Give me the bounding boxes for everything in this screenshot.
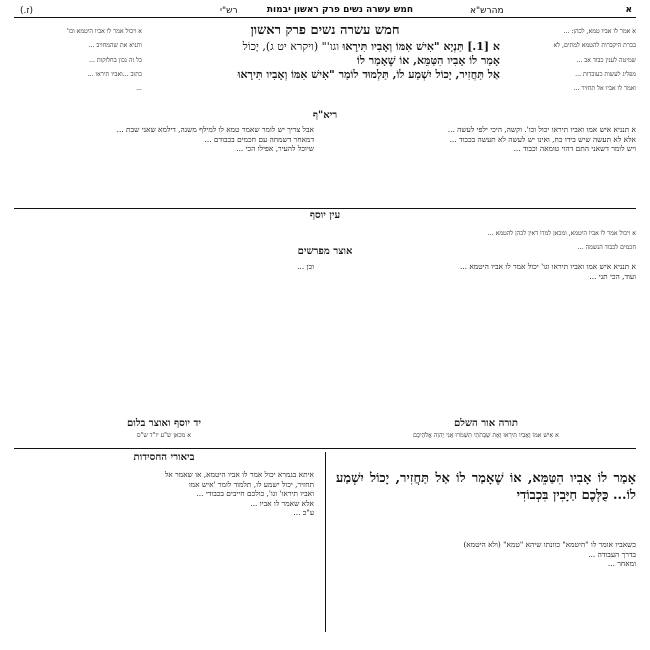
ein-yosef-text: א ויכול אמר לו אביו היטמא, ומכאן למדו דאין לכהן להטמא ... חכמים לכבוד הנשמה ... — [487, 230, 636, 252]
biurei-right: כשאביו אומר לו "היטמא" כוונתו שיהא "טמא" (ולא היטמא) בדרך העבודה ... ומאחר ... — [463, 540, 636, 569]
rif-block: אבל צריך יש לומר שאמר טמא לו למילף משנה, דילמא שאני שבת ... דמאחר דשמחה עם חכמים בכבודם ... שיוכל להעיר, אפילו הכי ... — [116, 125, 314, 154]
biurei-big-text: אָמַר לוֹ אָבִיו הִטַּמֵּא, אוֹ שֶׁאָמַר לוֹ אַל תַּחֲזִיר, יָכוֹל יִשְׁמַע לוֹ... כֻּלְּכֶם חַיָּבִין בִּכְבוֹדִי — [336, 471, 636, 503]
top-left-commentary: א ויכול אמר לו אביו היטמא וכו' ותניא את שהמחויב ... כל זה נכון בחלוקות ... כתוב ...ואביו תיראו ... ... — [66, 28, 142, 92]
otzar-right: א תנניא איש אמו ואביו תיראו וגו' יכול אמר לו אביו היטמא ... ועוד, הכי תני ... — [459, 262, 636, 281]
torah-text: א אִישׁ אִמּוֹ וְאָבִיו תִּירָאוּ וְאֶת שַׁבְּתֹתַי תִּשְׁמֹרוּ אֲנִי יְהוָה אֱלֹהֵיכֶם — [413, 432, 559, 439]
biurei-left: איתא בגמרא יכול אמר לו אביו היטמא, או שאמר אל תחזיר, יכול ישמע לו, תלמוד לומר 'איש אמו ואביו תיראו' וגו', כולכם חייבים בכבודי ... אלא שאמר לו אביו ... ע"כ ... — [164, 470, 314, 518]
header-center-small: רש"י — [220, 6, 238, 16]
header-right-small: מהרש"א — [470, 6, 504, 16]
ein-yosef-title: עין יוסף — [309, 210, 341, 221]
chapter-title: חמש עשרה נשים פרק ראשון — [250, 23, 400, 38]
biurei-title: ביאורי החסידות — [133, 452, 195, 463]
yad-title: יד יוסף ואוצר בלום — [127, 418, 201, 429]
top-right-commentary: אֹ אמר לו אביו טמא, לכהן: ... בכרת היקברות להטמא למתים, לא שמיטה לענין כבוד אב ... מפליג לעשות כעובדות ... ואמר לו אביו אל תחזיר ... — [553, 28, 636, 92]
yad-text: א מכאן ש"ע יו"ד ש"ס — [136, 432, 192, 439]
rif-title: ריא"ף — [312, 110, 338, 121]
header-title: חמש עשרה נשים פרק ראשון יבמות — [266, 5, 414, 15]
torah-title: תורה אור השלם — [454, 418, 518, 429]
rashi-block: א תנניא איש אמו ואביו תיראו יכול וכו'. וקשה, היכי ילפי לעשה ... אלא לא תעשה שיש בידו כח, ואינו יש לעשה לא תעשה בכבוד ... ויש לומר דשאני התם דהוי טומאה וכבוד ... — [447, 125, 636, 154]
main-text: א [1.] תַּנְיָא "אִישׁ אִמּוֹ וְאָבִיו תִּירָאוּ וגו'" (ויקרא יט ג), יָכוֹל אָמַר לוֹ אָבִיו הִטַּמֵּא, אוֹ שֶׁאָמַר לוֹ אַל תַּחֲזִיר, יָכוֹל יִשְׁמַע לוֹ, תַּלְמוּד לוֹמַר "אִישׁ אִמּוֹ וְאָבִיו תִּירָאוּ — [237, 40, 500, 81]
page-letter: א — [625, 5, 632, 15]
header-left: (ז.) — [20, 6, 33, 16]
otzar-left: וכן ... — [297, 262, 314, 271]
otzar-title: אוצר מפרשים — [297, 246, 353, 257]
